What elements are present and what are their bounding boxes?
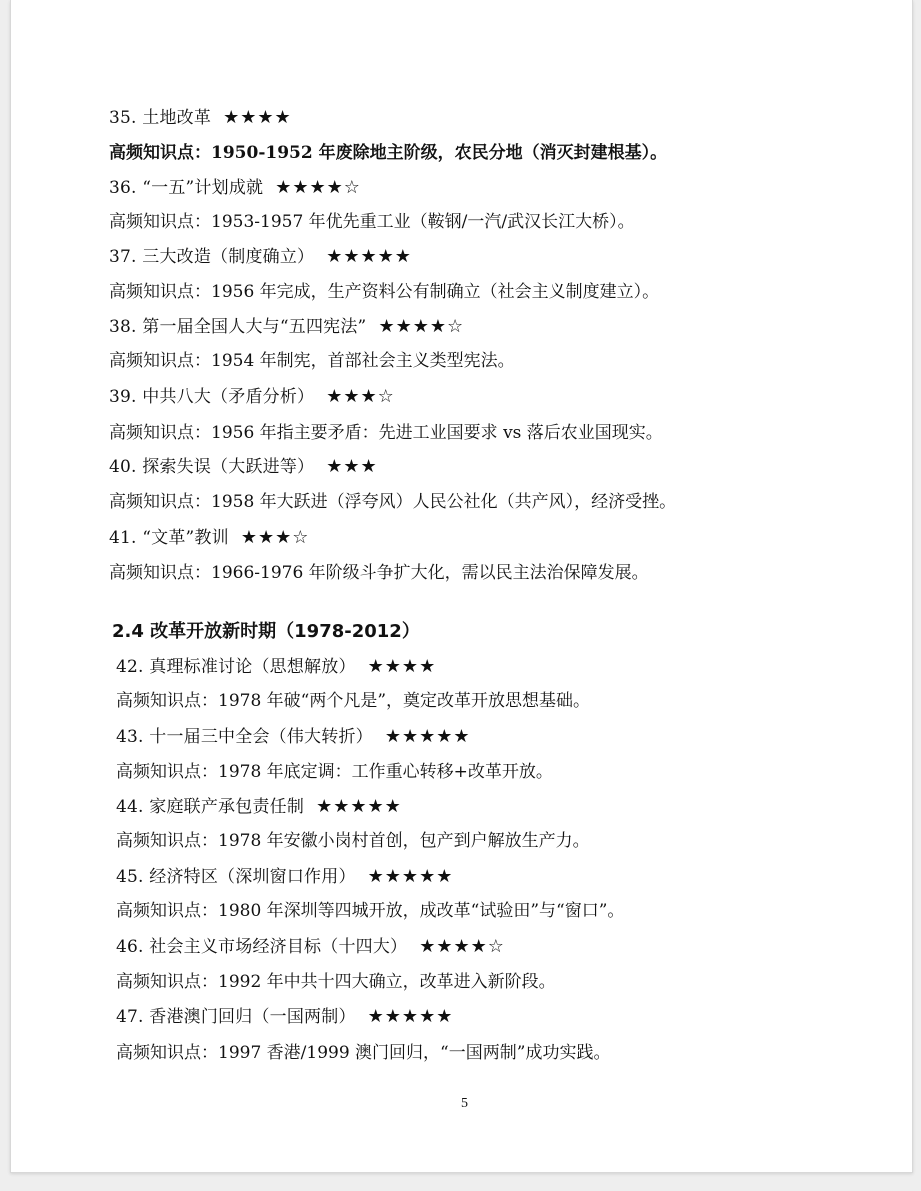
item-title: 第一届全国人大与“五四宪法”: [142, 317, 367, 337]
item-number: 38.: [109, 317, 137, 337]
item-title: “一五”计划成就: [142, 178, 264, 198]
item-number: 45.: [116, 867, 144, 887]
item-number: 39.: [109, 387, 137, 407]
item-title: 土地改革: [142, 108, 212, 128]
item-41-note: 高频知识点：1966-1976 年阶级斗争扩大化，需以民主法治保障发展。: [109, 563, 649, 583]
item-number: 44.: [116, 797, 144, 817]
item-47-heading: [116, 1006, 453, 1028]
page-number: 5: [461, 1096, 468, 1111]
item-37-heading: [109, 246, 412, 268]
item-40-note: 高频知识点：1958 年大跃进（浮夸风）人民公社化（共产风），经济受挫。: [109, 492, 677, 512]
item-35-note: 高频知识点：1950-1952 年废除地主阶级，农民分地（消灭封建根基）。: [109, 143, 668, 163]
item-38-heading: [109, 316, 464, 338]
item-title: “文革”教训: [142, 528, 229, 548]
item-36-heading: [109, 177, 361, 199]
item-39-note: 高频知识点：1956 年指主要矛盾：先进工业国要求 vs 落后农业国现实。: [109, 423, 663, 443]
item-number: 35.: [109, 108, 137, 128]
item-title: 家庭联产承包责任制: [149, 797, 305, 817]
importance-stars: ★★★★★: [367, 1006, 454, 1027]
importance-stars: ★★★☆: [326, 386, 395, 407]
item-title: 社会主义市场经济目标（十四大）: [149, 937, 408, 957]
item-number: 36.: [109, 178, 137, 198]
importance-stars: ★★★★☆: [275, 177, 361, 198]
item-41-heading: [109, 527, 309, 549]
item-40-heading: [109, 456, 378, 478]
item-37-note: 高频知识点：1956 年完成，生产资料公有制确立（社会主义制度建立）。: [109, 282, 660, 302]
importance-stars: ★★★★: [367, 656, 437, 677]
item-44-heading: [116, 796, 402, 818]
item-title: 探索失误（大跃进等）: [142, 457, 315, 477]
importance-stars: ★★★★★: [326, 246, 412, 267]
item-number: 40.: [109, 457, 137, 477]
item-title: 十一届三中全会（伟大转折）: [149, 727, 373, 747]
item-45-note: 高频知识点：1980 年深圳等四城开放，成改革“试验田”与“窗口”。: [116, 901, 625, 921]
item-36-note: 高频知识点：1953-1957 年优先重工业（鞍钢/一汽/武汉长江大桥）。: [109, 212, 635, 232]
item-number: 37.: [109, 247, 137, 267]
item-46-note: 高频知识点：1992 年中共十四大确立，改革进入新阶段。: [116, 972, 556, 992]
item-number: 42.: [116, 657, 144, 677]
importance-stars: ★★★: [326, 456, 378, 477]
importance-stars: ★★★★: [223, 107, 292, 128]
item-39-heading: [109, 386, 395, 408]
item-number: 43.: [116, 727, 144, 747]
item-44-note: 高频知识点：1978 年安徽小岗村首创，包产到户解放生产力。: [116, 831, 590, 851]
section-heading: 2.4 改革开放新时期（1978-2012）: [112, 621, 420, 642]
importance-stars: ★★★★★: [384, 726, 471, 747]
item-number: 41.: [109, 528, 137, 548]
item-43-note: 高频知识点：1978 年底定调：工作重心转移+改革开放。: [116, 762, 553, 782]
item-number: 46.: [116, 937, 144, 957]
item-35-heading: [109, 107, 292, 129]
item-43-heading: [116, 726, 471, 748]
item-title: 三大改造（制度确立）: [142, 247, 315, 267]
importance-stars: ★★★★★: [316, 796, 402, 817]
importance-stars: ★★★★☆: [419, 936, 505, 957]
item-title: 香港澳门回归（一国两制）: [149, 1007, 356, 1027]
importance-stars: ★★★★★: [367, 866, 454, 887]
item-title: 中共八大（矛盾分析）: [142, 387, 315, 407]
item-42-heading: [116, 656, 436, 678]
item-title: 经济特区（深圳窗口作用）: [149, 867, 356, 887]
item-45-heading: [116, 866, 453, 888]
importance-stars: ★★★★☆: [378, 316, 465, 337]
item-46-heading: [116, 936, 505, 958]
item-38-note: 高频知识点：1954 年制宪，首部社会主义类型宪法。: [109, 351, 515, 371]
item-42-note: 高频知识点：1978 年破“两个凡是”，奠定改革开放思想基础。: [116, 691, 591, 711]
item-title: 真理标准讨论（思想解放）: [149, 657, 356, 677]
item-47-note: 高频知识点：1997 香港/1999 澳门回归，“一国两制”成功实践。: [116, 1043, 611, 1063]
item-number: 47.: [116, 1007, 144, 1027]
importance-stars: ★★★☆: [240, 527, 310, 548]
document-page: [10, 0, 913, 1173]
